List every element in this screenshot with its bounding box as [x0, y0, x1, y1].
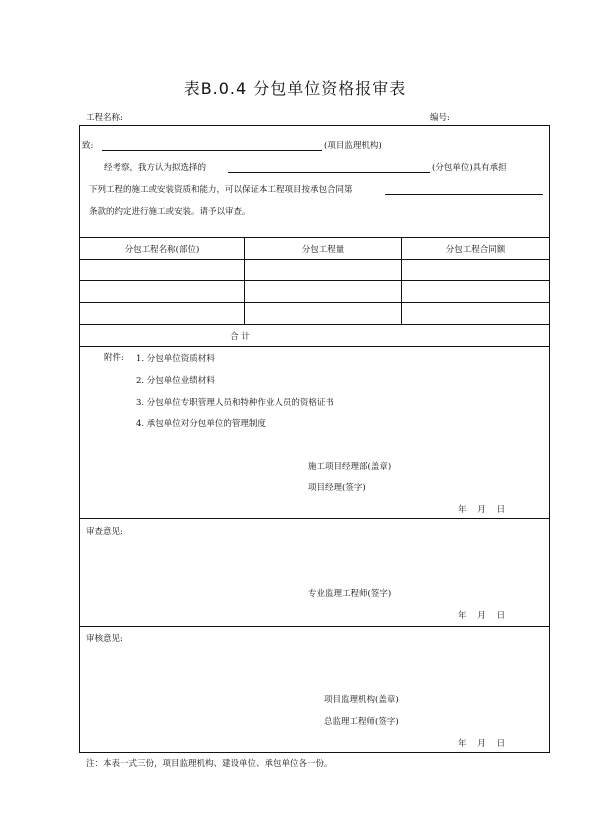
page-title: 表B.0.4 分包单位资格报审表 [183, 79, 407, 98]
number-label: 编号: [430, 113, 450, 123]
header-subcontract-amount: 分包工程合同额 [445, 245, 506, 255]
contractor-seal-label: 施工项目经理部(盖章) [308, 462, 392, 472]
total-label: 合 计 [230, 332, 250, 342]
specialist-engineer-sign-label: 专业监理工程师(签字) [308, 589, 392, 599]
audit-label: 审核意见: [86, 634, 123, 644]
to-suffix: (项目监理机构) [324, 141, 382, 151]
body-line1-prefix: 经考察，我方认为拟选择的 [104, 163, 207, 173]
attachment-item: 1. 分包单位资质材料 [136, 354, 215, 364]
date-label: 年 月 日 [458, 505, 506, 515]
attachment-item: 2. 分包单位业绩材料 [136, 376, 215, 386]
header-subcontract-quantity: 分包工程量 [301, 245, 345, 255]
header-subcontract-name: 分包工程名称(部位) [124, 245, 200, 255]
body-line1-suffix: (分包单位)具有承担 [432, 163, 507, 173]
footnote: 注：本表一式三份，项目监理机构、建设单位、承包单位各一份。 [86, 759, 333, 769]
attachment-item: 4. 承包单位对分包单位的管理制度 [136, 419, 266, 429]
supervision-org-seal-label: 项目监理机构(盖章) [324, 695, 399, 705]
attachment-item: 3. 分包单位专职管理人员和特种作业人员的资格证书 [136, 398, 334, 408]
date-label: 年 月 日 [458, 739, 506, 749]
contract-clause-blank [385, 194, 543, 195]
date-label: 年 月 日 [458, 611, 506, 621]
project-manager-sign-label: 项目经理(签字) [308, 483, 366, 493]
body-line2-prefix: 下列工程的施工或安装资质和能力，可以保证本工程项目按承包合同第 [89, 185, 353, 195]
subcontractor-blank [228, 172, 430, 173]
chief-engineer-sign-label: 总监理工程师(签字) [324, 717, 399, 727]
review-label: 审查意见: [86, 527, 123, 537]
attachments-label: 附件: [104, 353, 124, 363]
project-name-label: 工程名称: [86, 113, 123, 123]
to-label: 致: [82, 141, 94, 151]
body-line3: 条款的约定进行施工或安装。请予以审查。 [89, 207, 251, 217]
supervision-org-blank [102, 150, 322, 151]
